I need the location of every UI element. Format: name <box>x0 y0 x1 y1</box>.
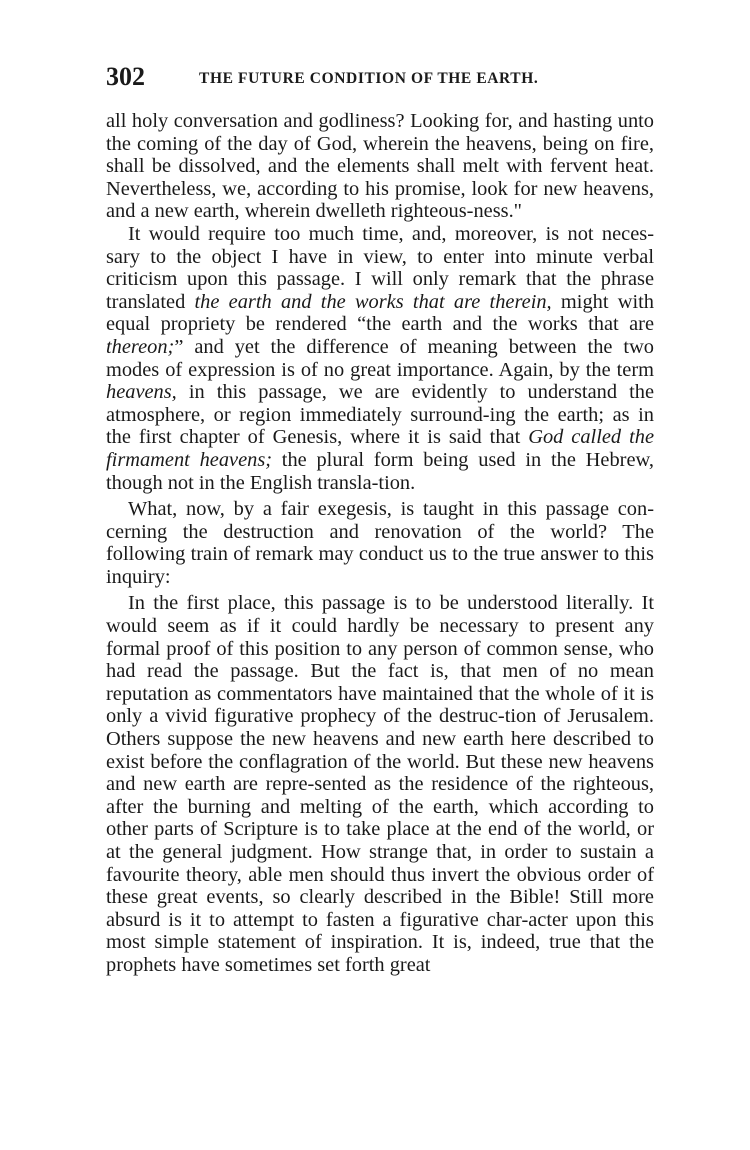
italic-phrase: heavens, <box>106 381 177 404</box>
paragraph-continuation <box>106 110 654 223</box>
text-segment: might with equal propriety be rendered “the earth and the works that are <box>106 290 654 336</box>
text-segment: It would require too much time, and, moreover, is not neces-sary to the object I have in view, to enter into minute verbal criticism upon this passage. I will only remark that the phrase translated <box>106 222 654 313</box>
text-segment: all holy conversation and godliness? Looking for, and hasting unto the coming of the day of God, wherein the heavens, being on fire, shall be dissolved, and the elements shall melt with fervent heat. Nevertheless, we, according to his promise, look for new heavens, and a new earth, wherein dwelleth righteous-ness." <box>106 110 654 223</box>
page-number: 302 <box>106 62 145 91</box>
text-segment: What, now, by a fair exegesis, is taught in this passage con-cerning the destruction and renovation of the world? The following train of remark may conduct us to the true answer to this inquiry: <box>106 498 654 588</box>
italic-phrase: thereon; <box>106 335 175 358</box>
paragraph-verbal-criticism <box>106 223 654 494</box>
italic-phrase: the earth and the works that are therein, <box>194 290 552 313</box>
italic-phrase: God called the firmament heavens; <box>106 426 654 471</box>
text-segment: In the first place, this passage is to be understood literally. It would seem as if it could hardly be necessary to present any formal proof of this position to any person of common sense, who had read the passage. But the fact is, that men of no mean reputation as commentators have maintained that the whole of it is only a vivid figurative prophecy of the destruc-tion of Jerusalem. Others suppose the new heavens and new earth here described to exist before the conflagration of the world. But these new heavens and new earth are repre-sented as the residence of the righteous, after the burning and melting of the earth, which according to other parts of Scripture is to take place at the end of the world, or at the general judgment. How strange that, in order to sustain a favourite theory, able men should thus invert the obvious order of these great events, so clearly described in the Bible! Still more absurd is it to attempt to fasten a figurative char-acter upon this most simple statement of inspiration. It is, indeed, true that the prophets have sometimes set forth great <box>106 592 654 976</box>
text-segment: ” and yet the difference of meaning between the two modes of expression is of no great importance. Again, by the term <box>106 335 654 381</box>
paragraph-exegesis-question <box>106 498 654 588</box>
text-segment: in this passage, we are evidently to understand the atmosphere, or region immediately surround-ing the earth; as in the first chapter of Genesis, where it is said that <box>106 381 654 449</box>
running-title: THE FUTURE CONDITION OF THE EARTH. <box>199 70 539 87</box>
paragraph-literal-reading <box>106 592 654 976</box>
text-segment: the plural form being used in the Hebrew, though not in the English transla-tion. <box>106 448 654 494</box>
page-header <box>106 62 654 98</box>
body-text <box>106 110 654 977</box>
